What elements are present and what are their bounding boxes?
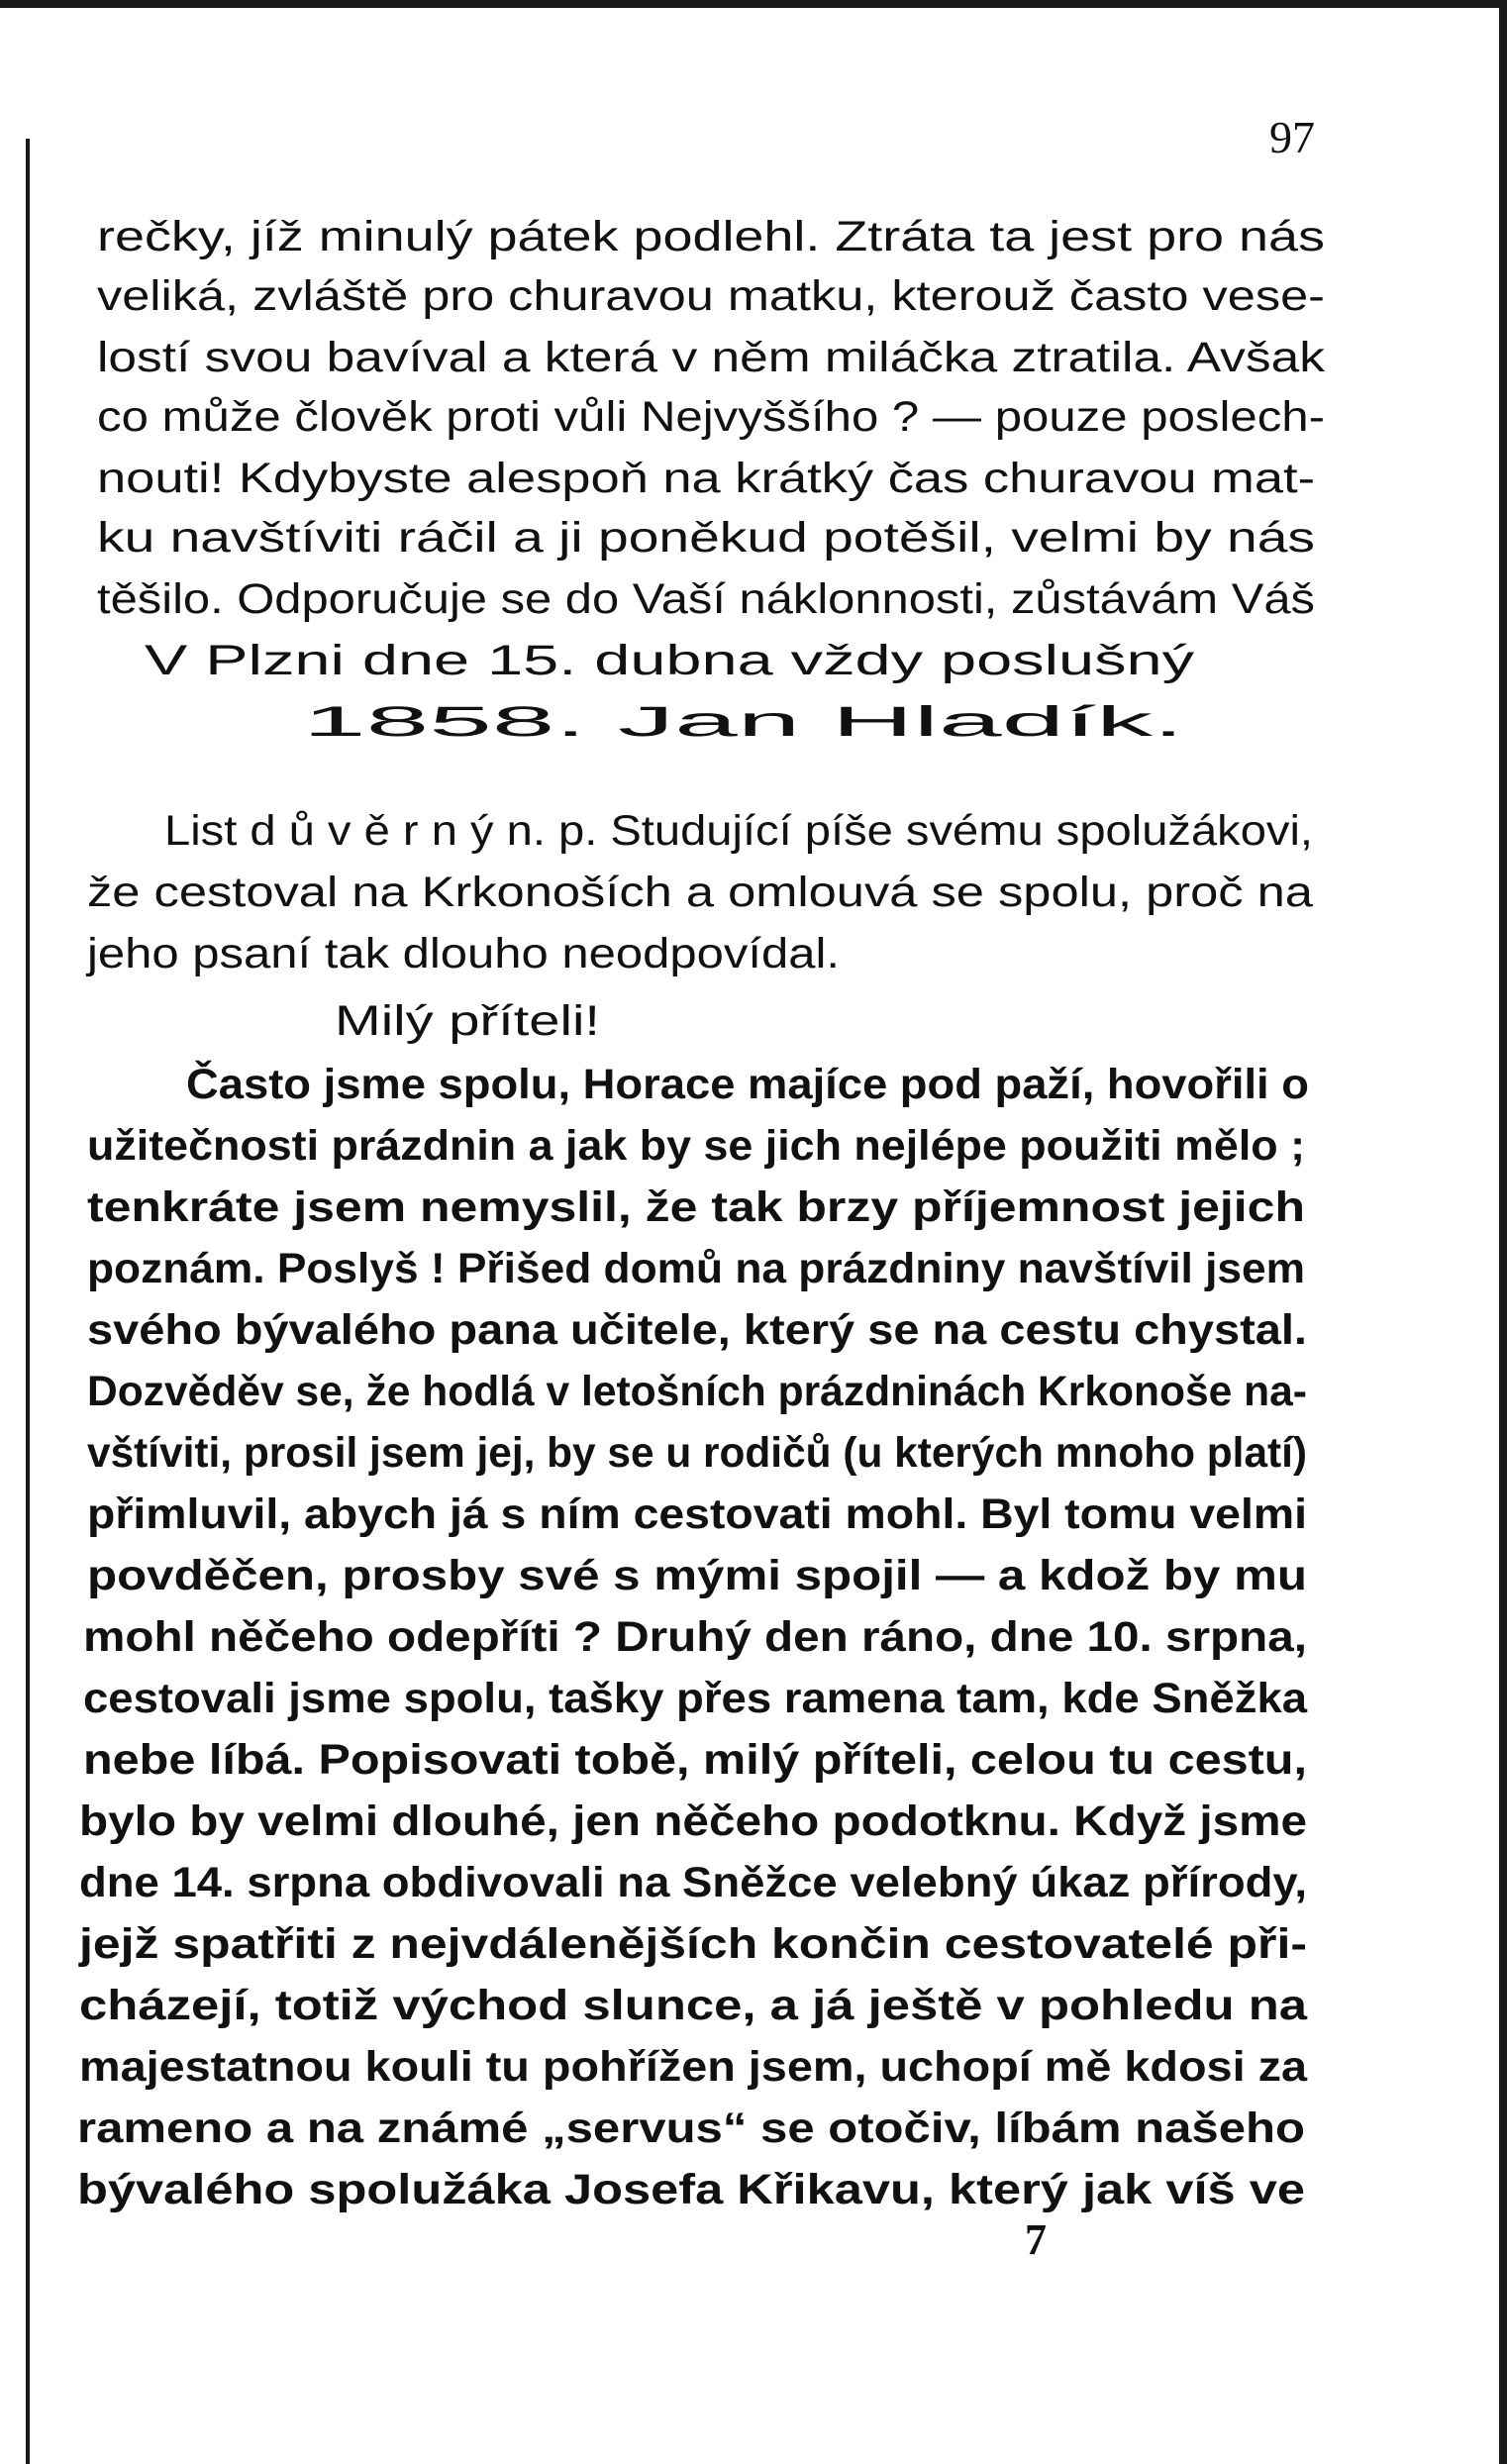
text-line: těšilo. Odporučuje se do Vaší náklonnosti, zůstávám Váš [97,575,1315,623]
scan-border-top [0,0,1507,8]
text-line: rečky, jíž minulý pátek podlehl. Ztráta ta jest pro nás [97,213,1325,260]
text-line: veliká, zvláště pro churavou matku, kterouž často vese- [97,272,1325,320]
scan-border-right [1499,0,1507,2464]
text-line: cházejí, totiž východ slunce, a já ještě v pohledu na [79,1982,1308,2029]
text-line: V Plzni dne 15. dubna vždy poslušný [145,637,1195,684]
text-line: bylo by velmi dlouhé, jen něčeho podotknu. Když jsme [79,1797,1308,1845]
text-line: nebe líbá. Popisovati tobě, milý příteli, celou tu cestu, [83,1736,1307,1784]
text-line: bývalého spolužáka Josefa Křikavu, který jak víš ve [77,2166,1305,2213]
text-line: svého bývalého pana učitele, který se na cestu chystal. [87,1306,1307,1354]
text-line: povděčen, prosby své s mými spojil — a kdož by mu [87,1552,1308,1599]
text-line: Dozvěděv se, že hodlá v letošních prázdninách Krkonoše na- [87,1368,1307,1415]
text-line: užitečnosti prázdnin a jak by se jich nejlépe použiti mělo ; [87,1122,1306,1170]
text-line: majestatnou kouli tu pohřížen jsem, uchopí mě kdosi za [79,2043,1307,2091]
text-line: tenkráte jsem nemyslil, že tak brzy příjemnost jejich [87,1183,1305,1231]
text-line: ku navštíviti ráčil a ji poněkud potěšil, velmi by nás [97,514,1315,562]
text-line: rameno a na známé „servus“ se otočiv, líbám našeho [77,2105,1305,2152]
text-line: nouti! Kdybyste alespoň na krátký čas churavou mat- [97,455,1316,502]
text-line: poznám. Poslyš ! Přišed domů na prázdniny navštívil jsem [87,1245,1306,1292]
text-line: lostí svou bavíval a která v něm miláčka ztratila. Avšak [97,334,1325,381]
sheet-number: 7 [1025,2215,1047,2264]
text-line: co může člověk proti vůli Nejvyššího ? — pouze poslech- [97,393,1325,441]
text-line: že cestoval na Krkonoších a omlouvá se spolu, proč na [87,869,1313,916]
text-line: 1858. Jan Hladík. [303,698,1184,746]
text-line: vštíviti, prosil jsem jej, by se u rodičů (u kterých mnoho platí) [87,1429,1308,1477]
text-line: mohl něčeho odepříti ? Druhý den ráno, dne 10. srpna, [83,1613,1307,1661]
text-line: cestovali jsme spolu, tašky přes ramena tam, kde Sněžka [83,1675,1308,1722]
scan-border-left [26,139,30,2464]
page-number: 97 [1269,112,1315,162]
text-line: dne 14. srpna obdivovali na Sněžce velebný úkaz přírody, [79,1859,1307,1906]
text-line: Milý příteli! [335,997,600,1045]
text-line: List d ů v ě r n ý n. p. Studující píše svému spolužákovi, [164,807,1314,855]
text-line: jejž spatřiti z nejvdálenějších končin cestovatelé při- [79,1920,1307,1968]
text-line: jeho psaní tak dlouho neodpovídal. [87,930,841,977]
text-line: Často jsme spolu, Horace majíce pod paží, hovořili o [186,1061,1309,1108]
text-line: přimluvil, abych já s ním cestovati mohl. Byl tomu velmi [87,1490,1307,1538]
